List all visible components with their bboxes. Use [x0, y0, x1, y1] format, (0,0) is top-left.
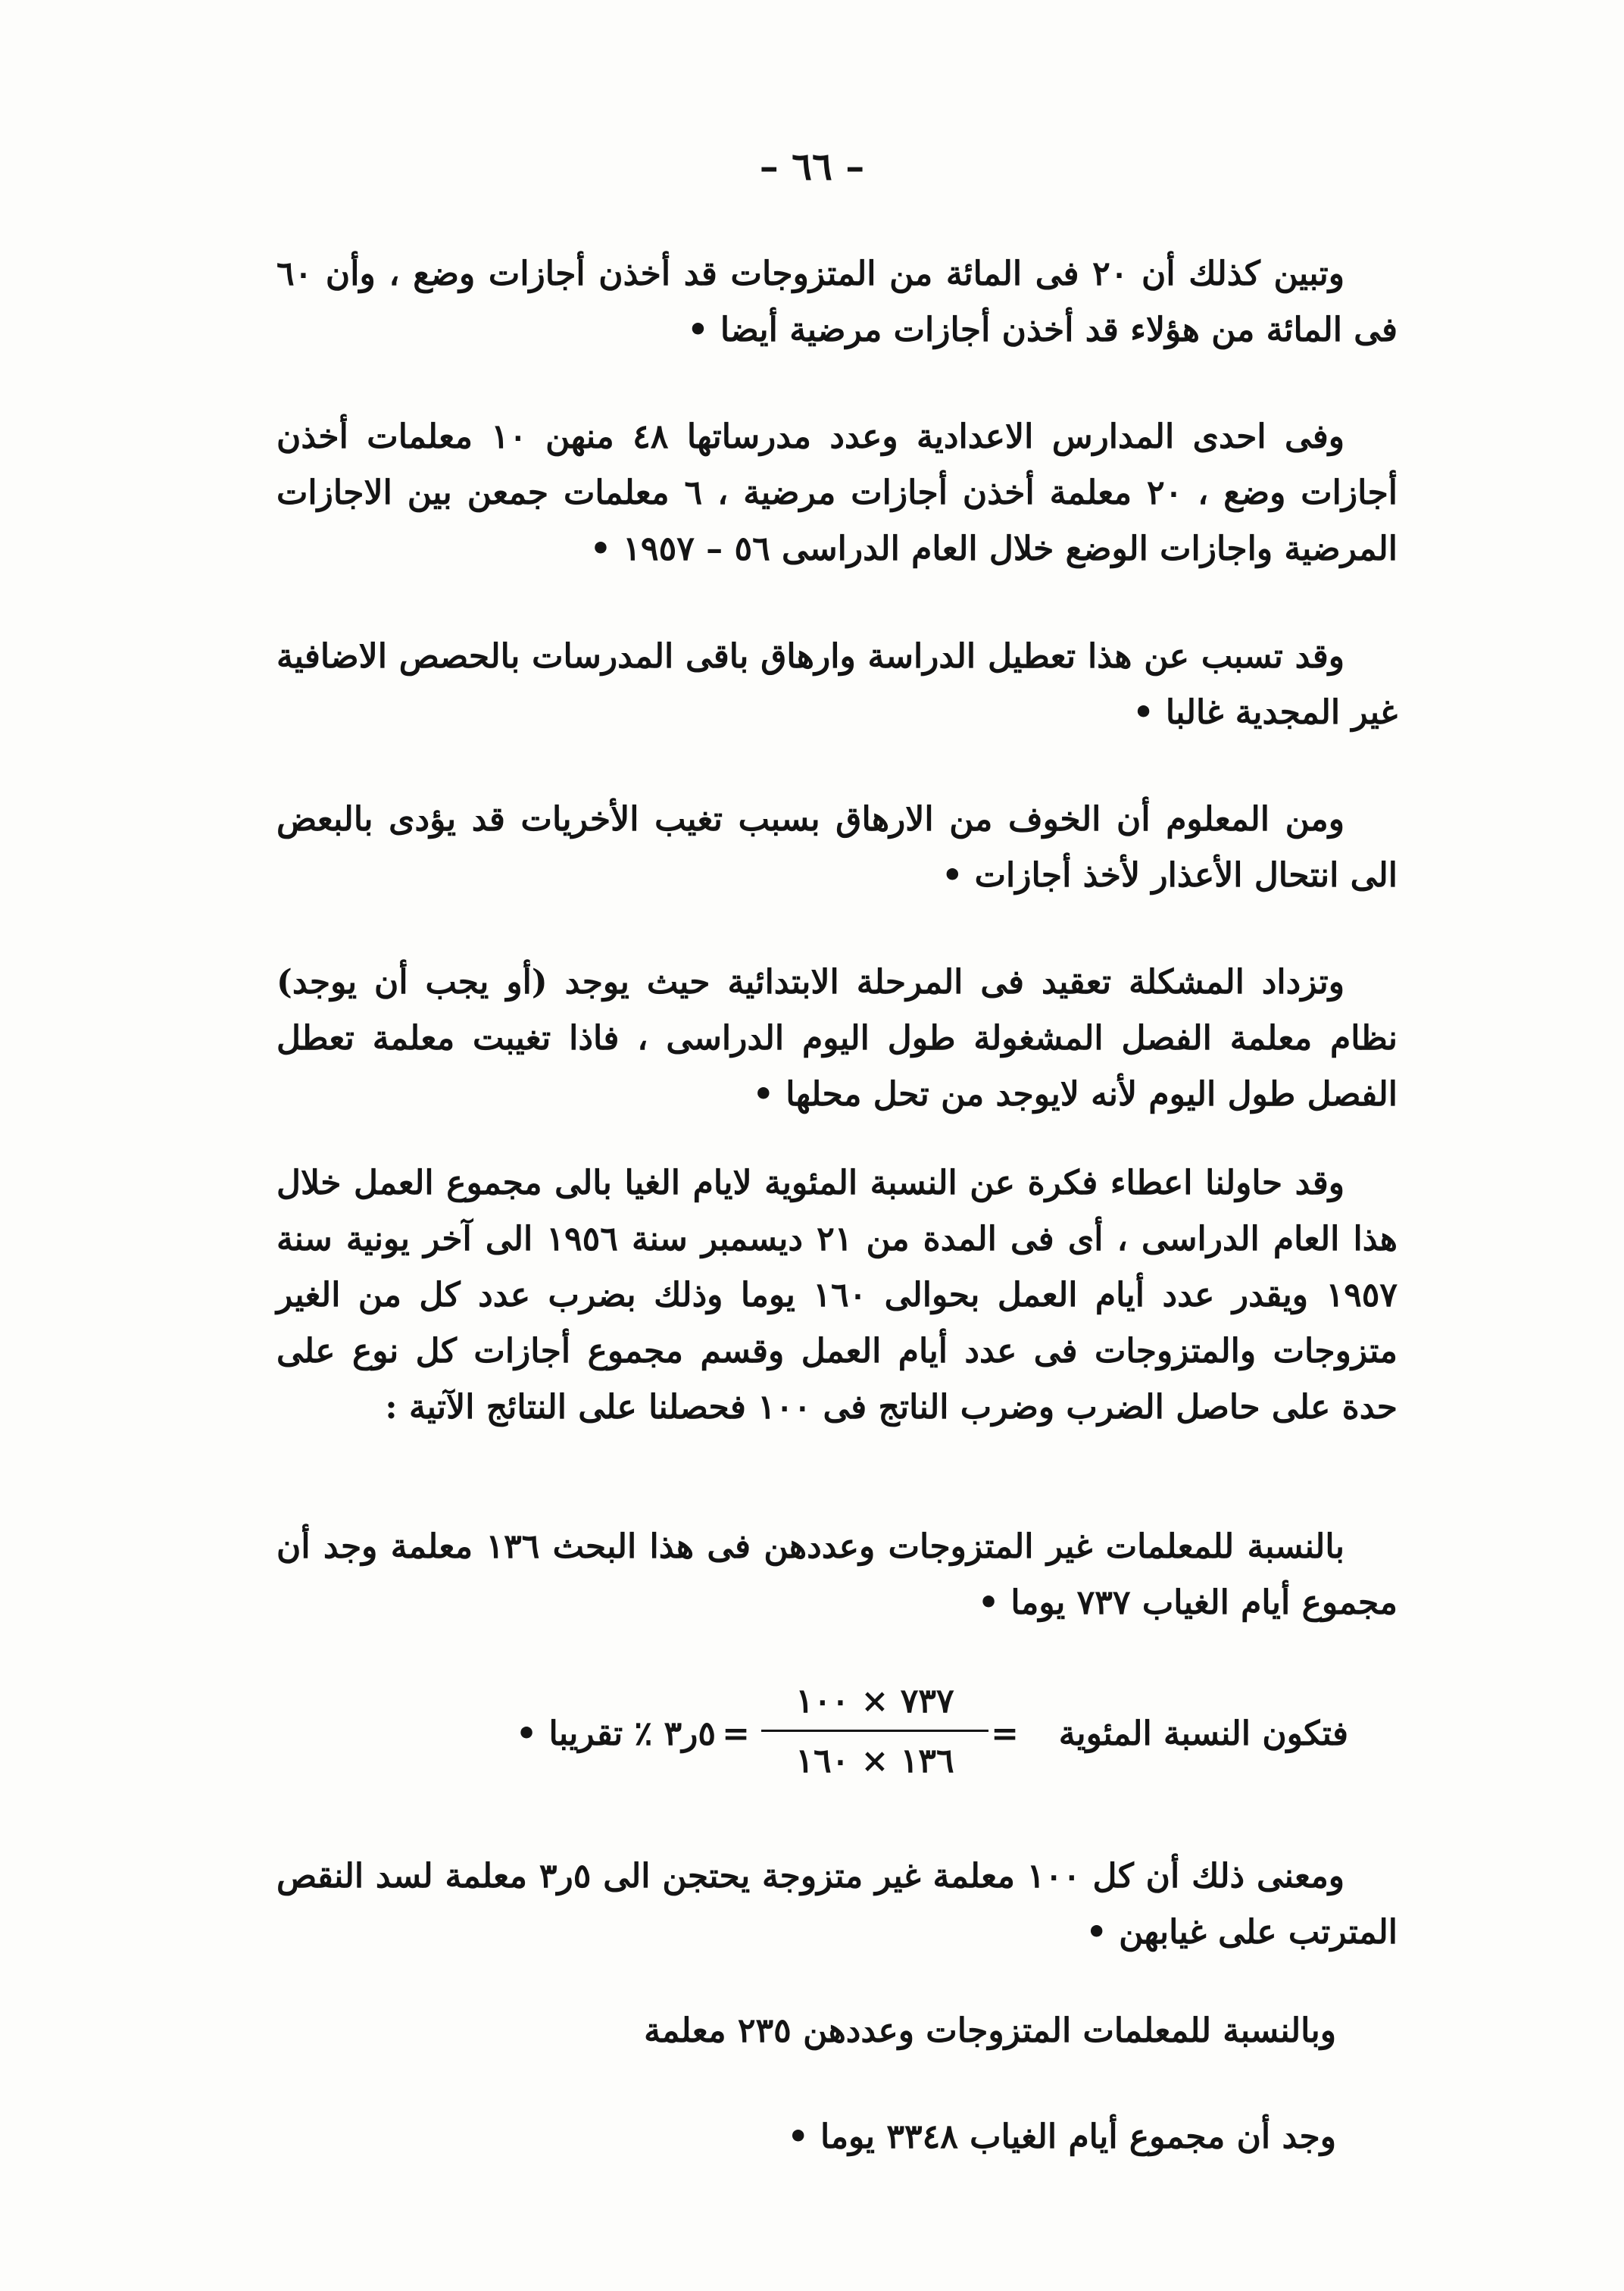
- paragraph-text: وتبين كذلك أن ٢٠ فى المائة من المتزوجات قد أخذن أجازات وضع ، وأن ٦٠ فى المائة من هؤلاء قد أخذن أجازات مرضية أيضا •: [276, 255, 1398, 349]
- paragraph-text: ومن المعلوم أن الخوف من الارهاق بسبب تغيب الأخريات قد يؤدى بالبعض الى انتحال الأعذار لأخذ أجازات •: [276, 800, 1398, 895]
- paragraph-text: وقد حاولنا اعطاء فكرة عن النسبة المئوية لايام الغيا بالى مجموع العمل خلال هذا العام الدراسى ، أى فى المدة من ٢١ ديسمبر سنة ١٩٥٦ الى آخر يونية سنة ١٩٥٧ ويقدر عدد أيام العمل بحوالى ١٦٠ يوما وذلك بضرب عدد كل من الغير متزوجات والمتزوجات فى عدد أيام العمل وقسم مجموع أجازات كل نوع على حدة على حاصل الضرب وضرب الناتج فى ١٠٠ فحصلنا على النتائج الآتية :: [276, 1164, 1398, 1427]
- formula-equals-sign: =: [991, 1714, 1019, 1753]
- paragraph-text: وفى احدى المدارس الاعدادية وعدد مدرساتها ٤٨ منهن ١٠ معلمات أخذن أجازات وضع ، ٢٠ معلمة أخذن أجازات مرضية ، ٦ معلمات جمعن بين الاجازات المرضية واجازات الوضع خلال العام الدراسى ٥٦ – ١٩٥٧ •: [276, 417, 1398, 568]
- paragraph-marriage-leave: [276, 246, 1398, 358]
- paragraph-primary-stage: [276, 955, 1398, 1123]
- percentage-formula: [364, 1678, 1348, 1792]
- paragraph-text: بالنسبة للمعلمات غير المتزوجات وعددهن فى هذا البحث ١٣٦ معلمة وجد أن مجموع أيام الغياب ٧٣٧ يوما •: [276, 1527, 1398, 1622]
- paragraph-unmarried-teachers: [276, 1519, 1398, 1631]
- formula-denominator: ١٣٦ × ١٦٠: [795, 1742, 954, 1780]
- formula-fraction: [761, 1678, 988, 1785]
- paragraph-preparatory-school: [276, 409, 1398, 577]
- paragraph-method: [276, 1155, 1398, 1436]
- paragraph-text: وتزداد المشكلة تعقيد فى المرحلة الابتدائية حيث يوجد (أو يجب أن يوجد) نظام معلمة الفصل المشغولة طول اليوم الدراسى ، فاذا تغيبت معلمة تعطل الفصل طول اليوم لأنه لايوجد من تحل محلها •: [276, 963, 1398, 1114]
- fraction-bar: [761, 1730, 988, 1732]
- paragraph-disruption: [276, 629, 1398, 741]
- formula-equals-sign: =: [722, 1714, 750, 1753]
- formula-numerator: ٧٣٧ × ١٠٠: [795, 1682, 954, 1721]
- formula-result: ٥ر٣ ٪ تقريبا •: [516, 1714, 716, 1753]
- formula-label: فتكون النسبة المئوية: [1058, 1714, 1348, 1753]
- paragraph-fear-of-overload: [276, 792, 1398, 904]
- paragraph-meaning: [276, 1849, 1398, 1961]
- married-absence-line: وجد أن مجموع أيام الغياب ٣٣٤٨ يوما •: [787, 2118, 1336, 2156]
- page-number: – ٦٦ –: [759, 144, 865, 189]
- paragraph-text: وقد تسبب عن هذا تعطيل الدراسة وارهاق باقى المدرسات بالحصص الاضافية غير المجدية غالبا •: [276, 637, 1398, 732]
- paragraph-text: ومعنى ذلك أن كل ١٠٠ معلمة غير متزوجة يحتجن الى ٥ر٣ معلمة لسد النقص المترتب على غيابهن •: [276, 1857, 1398, 1952]
- married-teachers-line: وبالنسبة للمعلمات المتزوجات وعددهن ٢٣٥ معلمة: [644, 2011, 1336, 2050]
